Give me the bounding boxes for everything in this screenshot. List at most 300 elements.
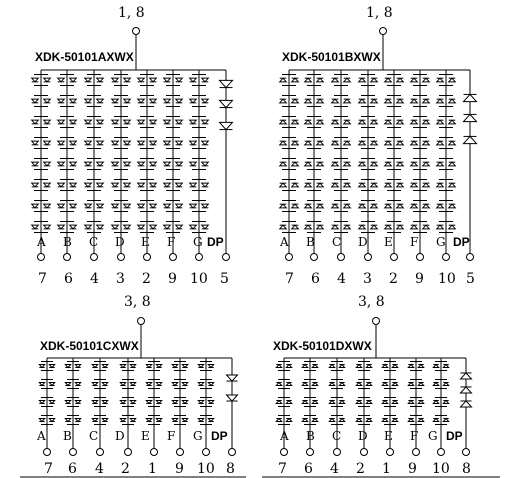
panel-a-common-pins: 1, 8 <box>118 5 145 21</box>
panel-d-pin-numbers <box>278 461 471 477</box>
led-diode <box>344 162 351 166</box>
led-diode <box>32 225 39 229</box>
led-diode <box>190 204 197 208</box>
pin-terminal <box>151 449 158 456</box>
panel-c-pin-number: 1 <box>148 461 157 477</box>
led-diode <box>332 120 339 124</box>
led-diode <box>411 183 418 187</box>
led-diode <box>437 141 444 145</box>
led-diode <box>58 162 65 166</box>
panel-b-pin-number: 9 <box>415 271 424 287</box>
panel-b-segment-label: F <box>410 235 419 249</box>
pin-terminal <box>467 254 474 261</box>
pin-terminal <box>443 254 450 261</box>
led-diode <box>423 204 430 208</box>
panel-d-pin-number: 4 <box>330 461 339 477</box>
panel-c-segment-labels <box>36 429 228 443</box>
led-diode <box>385 183 392 187</box>
led-diode <box>150 99 157 103</box>
led-diode <box>359 120 366 124</box>
led-diode <box>385 78 392 82</box>
led-diode <box>124 204 131 208</box>
led-diode <box>371 183 378 187</box>
dp-diode <box>464 114 477 121</box>
panel-a-common-terminal <box>133 28 140 35</box>
panel-d-pin-number: 7 <box>278 461 287 477</box>
led-diode <box>332 225 339 229</box>
dp-diode <box>220 100 233 107</box>
led-diode <box>332 204 339 208</box>
dp-diode <box>227 395 238 401</box>
led-diode <box>138 78 145 82</box>
panel-d-pin-number: 8 <box>462 461 471 477</box>
panel-c-pin-number: 10 <box>197 461 215 477</box>
dp-diode <box>220 122 233 129</box>
led-diode <box>190 162 197 166</box>
led-diode <box>292 120 299 124</box>
pin-terminal <box>387 449 394 456</box>
led-diode <box>112 204 119 208</box>
panel-a-pin-number: 6 <box>64 271 73 287</box>
led-diode <box>280 99 287 103</box>
led-diode <box>150 162 157 166</box>
led-diode <box>292 78 299 82</box>
led-diode <box>397 99 404 103</box>
panel-b-column-d <box>359 70 378 261</box>
panel-d-pin-number: 10 <box>432 461 450 477</box>
dp-diode <box>464 94 477 101</box>
led-diode <box>332 78 339 82</box>
led-diode <box>371 78 378 82</box>
panel-b-common-terminal <box>380 28 387 35</box>
panel-b-segment-labels <box>279 235 470 249</box>
panel-b-model-label: XDK-50101BXWX <box>282 50 381 64</box>
led-diode <box>58 141 65 145</box>
led-diode <box>112 120 119 124</box>
led-diode <box>164 99 171 103</box>
panel-b-pin-number: 3 <box>363 271 372 287</box>
led-diode <box>449 141 456 145</box>
panel-a-segment-label: F <box>167 235 176 249</box>
led-diode <box>150 78 157 82</box>
dp-diode <box>227 375 238 381</box>
led-diode <box>97 183 104 187</box>
led-diode <box>305 99 312 103</box>
led-diode <box>280 225 287 229</box>
pin-terminal <box>361 449 368 456</box>
led-diode <box>449 204 456 208</box>
led-diode <box>112 99 119 103</box>
led-diode <box>32 141 39 145</box>
led-diode <box>371 141 378 145</box>
led-diode <box>164 78 171 82</box>
led-diode <box>164 162 171 166</box>
led-diode <box>305 204 312 208</box>
panel-d-common-terminal <box>373 318 380 325</box>
panel-c-pin-number: 6 <box>68 461 77 477</box>
led-diode <box>202 204 209 208</box>
led-diode <box>397 225 404 229</box>
panel-c <box>36 294 238 477</box>
led-diode <box>344 183 351 187</box>
led-diode <box>190 183 197 187</box>
led-diode <box>32 78 39 82</box>
led-diode <box>280 183 287 187</box>
led-diode <box>85 78 92 82</box>
led-diode <box>124 141 131 145</box>
led-diode <box>138 99 145 103</box>
panel-d-pin-number: 1 <box>382 461 391 477</box>
led-diode <box>97 204 104 208</box>
led-diode <box>423 141 430 145</box>
led-diode <box>112 183 119 187</box>
led-diode <box>124 99 131 103</box>
led-diode <box>85 225 92 229</box>
led-diode <box>332 162 339 166</box>
panel-a-pin-number: 7 <box>38 271 47 287</box>
led-diode <box>190 141 197 145</box>
panel-a <box>32 5 233 287</box>
led-diode <box>305 120 312 124</box>
panel-d <box>273 294 472 477</box>
panel-c-pin-number: 4 <box>95 461 104 477</box>
led-diode <box>411 120 418 124</box>
panel-c-pin-number: 8 <box>226 461 235 477</box>
led-diode <box>202 183 209 187</box>
led-diode <box>202 162 209 166</box>
led-diode <box>202 78 209 82</box>
pin-terminal <box>170 254 177 261</box>
led-diode <box>449 183 456 187</box>
panel-d-segment-label: B <box>306 429 315 443</box>
led-diode <box>32 183 39 187</box>
panel-b-segment-label: D <box>358 235 368 249</box>
panel-a-column-b <box>58 70 77 261</box>
panel-a-pin-number: 5 <box>220 271 229 287</box>
panel-d-common-pins: 3, 8 <box>358 294 385 310</box>
led-diode <box>317 120 324 124</box>
led-diode <box>359 225 366 229</box>
led-diode <box>97 78 104 82</box>
led-diode <box>423 162 430 166</box>
panel-b-segment-label: B <box>306 235 315 249</box>
led-diode <box>397 162 404 166</box>
panel-b-column-f <box>411 70 430 261</box>
led-diode <box>32 162 39 166</box>
panel-a-pin-number: 3 <box>116 271 125 287</box>
led-diode <box>97 99 104 103</box>
led-diode <box>449 225 456 229</box>
led-diode <box>359 162 366 166</box>
led-diode <box>190 78 197 82</box>
led-diode <box>371 225 378 229</box>
panel-c-pin-number: 7 <box>44 461 53 477</box>
led-diode <box>97 141 104 145</box>
led-diode <box>344 78 351 82</box>
panel-c-pin-numbers <box>44 461 235 477</box>
led-diode <box>397 204 404 208</box>
led-diode <box>280 204 287 208</box>
panel-c-column-dp <box>227 358 238 456</box>
led-diode <box>202 141 209 145</box>
panel-b-column-c <box>332 70 351 261</box>
panel-b-common-pins: 1, 8 <box>366 5 393 21</box>
panel-b-pin-number: 10 <box>438 271 456 287</box>
led-diode <box>85 99 92 103</box>
led-diode <box>344 141 351 145</box>
panel-a-segment-label: A <box>37 235 46 249</box>
panel-a-column-e <box>138 70 157 261</box>
led-diode <box>437 183 444 187</box>
pin-terminal <box>463 449 470 456</box>
led-diode <box>385 141 392 145</box>
led-diode <box>202 99 209 103</box>
led-diode <box>359 141 366 145</box>
panel-a-pin-number: 4 <box>90 271 99 287</box>
panel-c-segment-label: D <box>115 429 125 443</box>
led-diode <box>44 204 51 208</box>
led-diode <box>138 204 145 208</box>
led-diode <box>411 99 418 103</box>
led-diode <box>423 78 430 82</box>
pin-terminal <box>311 254 318 261</box>
led-diode <box>305 183 312 187</box>
led-diode <box>112 162 119 166</box>
panel-a-pin-numbers <box>38 271 229 287</box>
pin-terminal <box>365 254 372 261</box>
pin-terminal <box>64 254 71 261</box>
led-diode <box>58 120 65 124</box>
pin-terminal <box>97 449 104 456</box>
led-diode <box>344 120 351 124</box>
led-diode <box>449 120 456 124</box>
led-diode <box>371 99 378 103</box>
led-diode <box>164 141 171 145</box>
led-diode <box>411 78 418 82</box>
panel-a-segment-label: E <box>141 235 150 249</box>
led-diode <box>449 99 456 103</box>
led-diode <box>97 225 104 229</box>
panel-a-column-dp <box>220 70 233 261</box>
led-diode <box>292 183 299 187</box>
led-diode <box>292 141 299 145</box>
led-diode <box>280 141 287 145</box>
led-diode <box>449 162 456 166</box>
panel-d-segment-label: A <box>280 429 289 443</box>
led-diode <box>190 225 197 229</box>
led-diode <box>44 78 51 82</box>
led-diode <box>332 141 339 145</box>
led-diode <box>317 204 324 208</box>
led-diode <box>85 204 92 208</box>
led-diode <box>437 225 444 229</box>
led-diode <box>305 225 312 229</box>
panel-a-segment-label: DP <box>207 235 224 249</box>
led-diode <box>437 162 444 166</box>
panel-c-segment-label: B <box>63 429 72 443</box>
panel-a-model-label: XDK-50101AXWX <box>35 50 134 64</box>
pin-terminal <box>307 449 314 456</box>
led-diode <box>124 225 131 229</box>
led-diode <box>344 225 351 229</box>
panel-a-segment-labels <box>36 235 224 249</box>
pin-terminal <box>38 254 45 261</box>
panel-b-column-g <box>437 70 456 261</box>
led-diode <box>85 183 92 187</box>
led-diode <box>437 120 444 124</box>
pin-terminal <box>281 449 288 456</box>
led-diode <box>292 204 299 208</box>
led-diode <box>397 78 404 82</box>
led-diode <box>397 120 404 124</box>
led-diode <box>124 183 131 187</box>
pin-terminal <box>125 449 132 456</box>
led-diode <box>423 99 430 103</box>
panel-b-segment-label: E <box>384 235 393 249</box>
panel-a-segment-label: C <box>89 235 99 249</box>
led-diode <box>32 99 39 103</box>
led-diode <box>317 141 324 145</box>
led-diode <box>70 225 77 229</box>
led-diode <box>190 99 197 103</box>
panel-b-column-a <box>280 70 299 261</box>
led-diode <box>317 99 324 103</box>
led-diode <box>411 141 418 145</box>
led-diode <box>150 120 157 124</box>
panel-d-segment-labels <box>279 429 463 443</box>
panel-b <box>279 5 477 287</box>
led-diode <box>164 225 171 229</box>
led-diode <box>437 78 444 82</box>
led-diode <box>359 204 366 208</box>
led-diode <box>437 204 444 208</box>
led-diode <box>305 78 312 82</box>
panel-a-column-d <box>112 70 131 261</box>
led-diode <box>176 183 183 187</box>
led-diode <box>70 78 77 82</box>
led-diode <box>292 225 299 229</box>
dp-diode <box>220 80 233 87</box>
panel-d-model-label: XDK-50101DXWX <box>273 339 372 353</box>
led-diode <box>97 162 104 166</box>
panel-b-pin-number: 5 <box>466 271 475 287</box>
panel-c-pin-number: 9 <box>175 461 184 477</box>
pin-terminal <box>338 254 345 261</box>
led-diode <box>449 78 456 82</box>
pin-terminal <box>223 254 230 261</box>
panel-d-segment-label: F <box>410 429 419 443</box>
led-diode <box>44 225 51 229</box>
led-diode <box>58 225 65 229</box>
led-diode <box>385 204 392 208</box>
led-diode <box>138 183 145 187</box>
led-diode <box>124 78 131 82</box>
pin-terminal <box>417 254 424 261</box>
led-diode <box>85 120 92 124</box>
panel-a-segment-label: B <box>63 235 72 249</box>
led-diode <box>44 162 51 166</box>
led-diode <box>202 225 209 229</box>
led-diode <box>176 78 183 82</box>
led-diode <box>70 141 77 145</box>
led-diode <box>70 99 77 103</box>
led-diode <box>385 120 392 124</box>
led-diode <box>85 162 92 166</box>
led-diode <box>138 225 145 229</box>
pin-terminal <box>229 449 236 456</box>
led-diode <box>124 120 131 124</box>
led-diode <box>397 141 404 145</box>
panel-c-segment-label: C <box>89 429 99 443</box>
pin-terminal <box>70 449 77 456</box>
led-diode <box>359 78 366 82</box>
panel-d-pin-number: 2 <box>356 461 365 477</box>
led-diode <box>397 183 404 187</box>
panel-c-model-label: XDK-50101CXWX <box>40 339 139 353</box>
panel-c-segment-label: A <box>37 429 46 443</box>
panel-c-segment-label: G <box>193 429 203 443</box>
panel-a-segment-label: G <box>193 235 203 249</box>
led-diode <box>359 99 366 103</box>
panel-c-common-terminal <box>138 318 145 325</box>
led-diode <box>176 162 183 166</box>
led-diode <box>411 225 418 229</box>
led-diode <box>317 183 324 187</box>
led-diode <box>176 141 183 145</box>
pin-terminal <box>438 449 445 456</box>
led-diode <box>292 99 299 103</box>
panel-b-diode-matrix <box>280 70 477 261</box>
led-diode <box>305 162 312 166</box>
led-diode <box>138 141 145 145</box>
led-diode <box>58 99 65 103</box>
led-diode <box>32 120 39 124</box>
led-diode <box>371 204 378 208</box>
led-diode <box>176 204 183 208</box>
led-diode <box>411 162 418 166</box>
led-diode <box>280 162 287 166</box>
led-diode <box>112 141 119 145</box>
led-diode <box>423 225 430 229</box>
led-diode <box>70 120 77 124</box>
panel-c-segment-label: F <box>167 429 176 443</box>
pin-terminal <box>177 449 184 456</box>
panel-b-column-dp <box>464 70 477 261</box>
led-diode <box>423 120 430 124</box>
panel-a-column-a <box>32 70 51 261</box>
led-diode <box>305 141 312 145</box>
led-diode <box>58 204 65 208</box>
led-diode <box>44 120 51 124</box>
panel-d-pin-number: 9 <box>408 461 417 477</box>
pin-terminal <box>334 449 341 456</box>
led-diode <box>70 183 77 187</box>
panel-b-segment-label: A <box>280 235 289 249</box>
led-diode <box>164 120 171 124</box>
panel-a-diode-matrix <box>32 70 233 261</box>
panel-d-segment-label: C <box>332 429 342 443</box>
panel-d-pin-number: 6 <box>304 461 313 477</box>
panel-b-pin-number: 4 <box>337 271 346 287</box>
led-diode <box>280 120 287 124</box>
led-diode <box>371 162 378 166</box>
pin-terminal <box>44 449 51 456</box>
panel-a-pin-number: 9 <box>168 271 177 287</box>
pin-terminal <box>286 254 293 261</box>
panel-c-pin-number: 2 <box>121 461 130 477</box>
led-diode <box>97 120 104 124</box>
led-diode <box>437 99 444 103</box>
